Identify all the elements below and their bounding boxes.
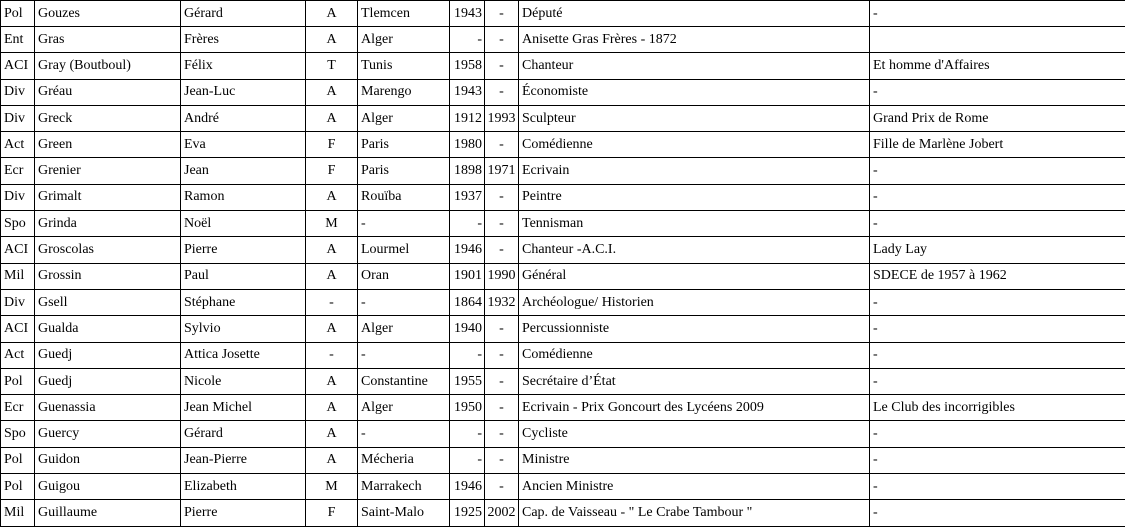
- category-cell: Div: [1, 79, 35, 105]
- origin-cell: F: [306, 500, 358, 526]
- surname-cell: Guedj: [35, 342, 181, 368]
- table-row: [1, 184, 1125, 210]
- table-row: [1, 158, 1125, 184]
- death-year-cell: -: [485, 368, 519, 394]
- birthplace-cell: -: [358, 421, 450, 447]
- firstname-cell: Pierre: [181, 237, 306, 263]
- origin-cell: A: [306, 237, 358, 263]
- birthplace-cell: Paris: [358, 132, 450, 158]
- note-cell: -: [870, 211, 1125, 237]
- occupation-cell: Économiste: [519, 79, 870, 105]
- category-cell: Ecr: [1, 395, 35, 421]
- birthplace-cell: Constantine: [358, 368, 450, 394]
- birth-year-cell: -: [450, 421, 485, 447]
- occupation-cell: Ancien Ministre: [519, 474, 870, 500]
- category-cell: Div: [1, 105, 35, 131]
- birthplace-cell: Marengo: [358, 79, 450, 105]
- category-cell: Ecr: [1, 158, 35, 184]
- surname-cell: Guenassia: [35, 395, 181, 421]
- origin-cell: A: [306, 316, 358, 342]
- surname-cell: Gualda: [35, 316, 181, 342]
- table-row: [1, 79, 1125, 105]
- death-year-cell: -: [485, 395, 519, 421]
- occupation-cell: Député: [519, 1, 870, 27]
- birth-year-cell: 1901: [450, 263, 485, 289]
- category-cell: Ent: [1, 27, 35, 53]
- birth-year-cell: 1864: [450, 289, 485, 315]
- table-row: [1, 316, 1125, 342]
- firstname-cell: André: [181, 105, 306, 131]
- occupation-cell: Peintre: [519, 184, 870, 210]
- occupation-cell: Ecrivain - Prix Goncourt des Lycéens 2009: [519, 395, 870, 421]
- birthplace-cell: Saint-Malo: [358, 500, 450, 526]
- birthplace-cell: -: [358, 289, 450, 315]
- table-row: [1, 211, 1125, 237]
- category-cell: Mil: [1, 500, 35, 526]
- note-cell: -: [870, 79, 1125, 105]
- occupation-cell: Cycliste: [519, 421, 870, 447]
- birthplace-cell: Rouïba: [358, 184, 450, 210]
- surname-cell: Grossin: [35, 263, 181, 289]
- firstname-cell: Frères: [181, 27, 306, 53]
- birthplace-cell: Marrakech: [358, 474, 450, 500]
- birth-year-cell: 1943: [450, 1, 485, 27]
- birth-year-cell: 1950: [450, 395, 485, 421]
- firstname-cell: Jean Michel: [181, 395, 306, 421]
- table-row: [1, 263, 1125, 289]
- table-row: [1, 500, 1125, 526]
- firstname-cell: Jean-Luc: [181, 79, 306, 105]
- surname-cell: Guidon: [35, 447, 181, 473]
- occupation-cell: Comédienne: [519, 132, 870, 158]
- birth-year-cell: 1912: [450, 105, 485, 131]
- category-cell: Spo: [1, 421, 35, 447]
- firstname-cell: Ramon: [181, 184, 306, 210]
- death-year-cell: -: [485, 474, 519, 500]
- table-row: [1, 342, 1125, 368]
- death-year-cell: -: [485, 421, 519, 447]
- category-cell: Pol: [1, 1, 35, 27]
- occupation-cell: Secrétaire d’État: [519, 368, 870, 394]
- birth-year-cell: 1898: [450, 158, 485, 184]
- table-row: [1, 132, 1125, 158]
- occupation-cell: Anisette Gras Frères - 1872: [519, 27, 870, 53]
- occupation-cell: Ecrivain: [519, 158, 870, 184]
- note-cell: -: [870, 289, 1125, 315]
- death-year-cell: -: [485, 27, 519, 53]
- category-cell: ACI: [1, 53, 35, 79]
- birth-year-cell: -: [450, 211, 485, 237]
- note-cell: -: [870, 368, 1125, 394]
- firstname-cell: Elizabeth: [181, 474, 306, 500]
- death-year-cell: 1990: [485, 263, 519, 289]
- birth-year-cell: -: [450, 447, 485, 473]
- firstname-cell: Jean: [181, 158, 306, 184]
- birth-year-cell: 1946: [450, 474, 485, 500]
- birthplace-cell: -: [358, 342, 450, 368]
- firstname-cell: Pierre: [181, 500, 306, 526]
- firstname-cell: Paul: [181, 263, 306, 289]
- surname-cell: Guedj: [35, 368, 181, 394]
- birth-year-cell: 1958: [450, 53, 485, 79]
- surname-cell: Groscolas: [35, 237, 181, 263]
- death-year-cell: 1932: [485, 289, 519, 315]
- firstname-cell: Sylvio: [181, 316, 306, 342]
- note-cell: -: [870, 158, 1125, 184]
- firstname-cell: Félix: [181, 53, 306, 79]
- origin-cell: F: [306, 158, 358, 184]
- origin-cell: A: [306, 263, 358, 289]
- origin-cell: A: [306, 395, 358, 421]
- birthplace-cell: Alger: [358, 395, 450, 421]
- death-year-cell: -: [485, 53, 519, 79]
- birthplace-cell: Lourmel: [358, 237, 450, 263]
- note-cell: -: [870, 421, 1125, 447]
- note-cell: [870, 27, 1125, 53]
- table-row: [1, 395, 1125, 421]
- birth-year-cell: -: [450, 27, 485, 53]
- origin-cell: A: [306, 184, 358, 210]
- surname-cell: Greck: [35, 105, 181, 131]
- surname-cell: Guercy: [35, 421, 181, 447]
- firstname-cell: Nicole: [181, 368, 306, 394]
- category-cell: ACI: [1, 316, 35, 342]
- origin-cell: A: [306, 447, 358, 473]
- occupation-cell: Général: [519, 263, 870, 289]
- table-row: [1, 1, 1125, 27]
- table-row: [1, 421, 1125, 447]
- note-cell: -: [870, 500, 1125, 526]
- note-cell: Fille de Marlène Jobert: [870, 132, 1125, 158]
- origin-cell: A: [306, 27, 358, 53]
- origin-cell: M: [306, 211, 358, 237]
- birth-year-cell: 1955: [450, 368, 485, 394]
- death-year-cell: -: [485, 316, 519, 342]
- table-row: [1, 237, 1125, 263]
- birthplace-cell: Tunis: [358, 53, 450, 79]
- firstname-cell: Jean-Pierre: [181, 447, 306, 473]
- table-body: [1, 1, 1125, 527]
- occupation-cell: Chanteur: [519, 53, 870, 79]
- note-cell: -: [870, 1, 1125, 27]
- table-row: [1, 53, 1125, 79]
- occupation-cell: Tennisman: [519, 211, 870, 237]
- firstname-cell: Eva: [181, 132, 306, 158]
- occupation-cell: Comédienne: [519, 342, 870, 368]
- category-cell: Act: [1, 132, 35, 158]
- note-cell: -: [870, 474, 1125, 500]
- category-cell: Div: [1, 184, 35, 210]
- occupation-cell: Chanteur -A.C.I.: [519, 237, 870, 263]
- origin-cell: -: [306, 342, 358, 368]
- firstname-cell: Attica Josette: [181, 342, 306, 368]
- surname-cell: Gréau: [35, 79, 181, 105]
- note-cell: Grand Prix de Rome: [870, 105, 1125, 131]
- note-cell: -: [870, 342, 1125, 368]
- birthplace-cell: -: [358, 211, 450, 237]
- note-cell: -: [870, 447, 1125, 473]
- surname-cell: Gsell: [35, 289, 181, 315]
- birth-year-cell: 1925: [450, 500, 485, 526]
- surname-cell: Gouzes: [35, 1, 181, 27]
- surname-cell: Green: [35, 132, 181, 158]
- note-cell: -: [870, 184, 1125, 210]
- table-row: [1, 447, 1125, 473]
- table-row: [1, 27, 1125, 53]
- surname-cell: Guillaume: [35, 500, 181, 526]
- origin-cell: A: [306, 421, 358, 447]
- table-row: [1, 474, 1125, 500]
- surname-cell: Gras: [35, 27, 181, 53]
- category-cell: Act: [1, 342, 35, 368]
- firstname-cell: Stéphane: [181, 289, 306, 315]
- note-cell: Le Club des incorrigibles: [870, 395, 1125, 421]
- origin-cell: M: [306, 474, 358, 500]
- birthplace-cell: Alger: [358, 27, 450, 53]
- death-year-cell: -: [485, 342, 519, 368]
- note-cell: Lady Lay: [870, 237, 1125, 263]
- birthplace-cell: Oran: [358, 263, 450, 289]
- birthplace-cell: Mécheria: [358, 447, 450, 473]
- origin-cell: A: [306, 105, 358, 131]
- death-year-cell: 2002: [485, 500, 519, 526]
- death-year-cell: -: [485, 184, 519, 210]
- surname-cell: Grenier: [35, 158, 181, 184]
- category-cell: Mil: [1, 263, 35, 289]
- death-year-cell: 1971: [485, 158, 519, 184]
- surname-cell: Gray (Boutboul): [35, 53, 181, 79]
- death-year-cell: -: [485, 132, 519, 158]
- occupation-cell: Percussionniste: [519, 316, 870, 342]
- category-cell: Pol: [1, 447, 35, 473]
- birth-year-cell: 1946: [450, 237, 485, 263]
- surname-cell: Guigou: [35, 474, 181, 500]
- category-cell: Div: [1, 289, 35, 315]
- death-year-cell: -: [485, 211, 519, 237]
- origin-cell: T: [306, 53, 358, 79]
- origin-cell: -: [306, 289, 358, 315]
- firstname-cell: Gérard: [181, 421, 306, 447]
- birth-year-cell: -: [450, 342, 485, 368]
- birthplace-cell: Tlemcen: [358, 1, 450, 27]
- table-row: [1, 289, 1125, 315]
- origin-cell: A: [306, 1, 358, 27]
- origin-cell: A: [306, 79, 358, 105]
- birth-year-cell: 1937: [450, 184, 485, 210]
- birthplace-cell: Alger: [358, 316, 450, 342]
- occupation-cell: Sculpteur: [519, 105, 870, 131]
- origin-cell: A: [306, 368, 358, 394]
- category-cell: ACI: [1, 237, 35, 263]
- occupation-cell: Cap. de Vaisseau - " Le Crabe Tambour ": [519, 500, 870, 526]
- death-year-cell: -: [485, 1, 519, 27]
- birth-year-cell: 1943: [450, 79, 485, 105]
- category-cell: Pol: [1, 474, 35, 500]
- birth-year-cell: 1940: [450, 316, 485, 342]
- surname-cell: Grinda: [35, 211, 181, 237]
- birthplace-cell: Paris: [358, 158, 450, 184]
- death-year-cell: 1993: [485, 105, 519, 131]
- origin-cell: F: [306, 132, 358, 158]
- firstname-cell: Noël: [181, 211, 306, 237]
- category-cell: Spo: [1, 211, 35, 237]
- table-row: [1, 105, 1125, 131]
- occupation-cell: Archéologue/ Historien: [519, 289, 870, 315]
- birthplace-cell: Alger: [358, 105, 450, 131]
- note-cell: SDECE de 1957 à 1962: [870, 263, 1125, 289]
- occupation-cell: Ministre: [519, 447, 870, 473]
- note-cell: -: [870, 316, 1125, 342]
- death-year-cell: -: [485, 79, 519, 105]
- death-year-cell: -: [485, 447, 519, 473]
- birth-year-cell: 1980: [450, 132, 485, 158]
- category-cell: Pol: [1, 368, 35, 394]
- note-cell: Et homme d'Affaires: [870, 53, 1125, 79]
- death-year-cell: -: [485, 237, 519, 263]
- firstname-cell: Gérard: [181, 1, 306, 27]
- table-row: [1, 368, 1125, 394]
- surname-cell: Grimalt: [35, 184, 181, 210]
